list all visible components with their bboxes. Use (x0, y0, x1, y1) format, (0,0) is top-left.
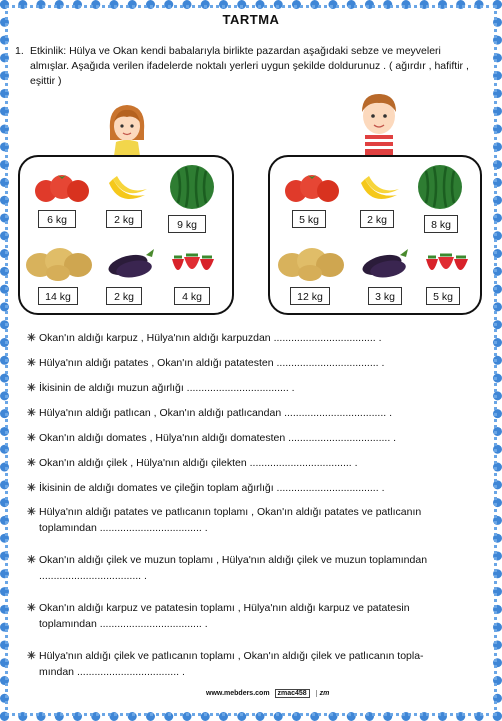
hulya-potato-weight: 14 kg (38, 287, 78, 305)
okan-potato-weight: 12 kg (290, 287, 330, 305)
potato-icon (276, 239, 346, 283)
statement-7: ✳ İkisinin de aldığı domates ve çileğin toplam ağırlığı ................................... . (27, 482, 385, 494)
okan-products-box (268, 155, 482, 315)
footer-site: www.mebders.com (206, 690, 270, 697)
okan-eggplant-weight: 3 kg (368, 287, 402, 305)
footer (206, 689, 329, 698)
statement-11: ✳ Hülya'nın aldığı çilek ve patlıcanın toplamı , Okan'ın aldığı çilek ve patlıcanın topla- mından ................................... . (27, 650, 424, 678)
star-icon: ✳ (27, 482, 36, 494)
eggplant-icon (360, 243, 410, 279)
page-title: TARTMA (222, 12, 280, 27)
star-icon: ✳ (27, 457, 36, 469)
star-icon: ✳ (27, 602, 36, 614)
tomato-icon (282, 169, 342, 205)
banana-icon (105, 173, 149, 207)
hulya-watermelon-weight: 9 kg (168, 215, 206, 233)
star-icon: ✳ (27, 554, 36, 566)
okan-strawberry-weight: 5 kg (426, 287, 460, 305)
question-text (15, 44, 480, 89)
girl-illustration (104, 100, 150, 156)
statement-9: ✳ Okan'ın aldığı çilek ve muzun toplamı , Hülya'nın aldığı çilek ve muzun toplamından ................................... . (27, 554, 428, 582)
eggplant-icon (106, 243, 156, 279)
statement-1: ✳ Okan'ın aldığı karpuz , Hülya'nın aldığı karpuzdan ................................... . (27, 332, 382, 344)
hulya-tomato-weight: 6 kg (38, 210, 76, 228)
banana-icon (357, 173, 401, 207)
tomato-icon (32, 169, 92, 205)
star-icon: ✳ (27, 332, 36, 344)
hulya-products-box (18, 155, 234, 315)
statement-3: ✳ İkisinin de aldığı muzun ağırlığı ................................... . (27, 382, 295, 394)
statement-5: ✳ Okan'ın aldığı domates , Hülya'nın aldığı domatesten ................................... . (27, 432, 397, 444)
star-icon: ✳ (27, 382, 36, 394)
star-icon: ✳ (27, 506, 36, 518)
statement-2: ✳ Hülya'nın aldığı patates , Okan'ın aldığı patatesten ................................... . (27, 357, 385, 369)
hulya-strawberry-weight: 4 kg (174, 287, 210, 305)
potato-icon (24, 239, 94, 283)
strawberry-icon (420, 247, 474, 281)
statement-8: ✳ Hülya'nın aldığı patates ve patlıcanın toplamı , Okan'ın aldığı patates ve patlıcanın toplamından ................................... . (27, 506, 422, 534)
star-icon: ✳ (27, 357, 36, 369)
footer-signature: zm (316, 690, 330, 697)
okan-banana-weight: 2 kg (360, 210, 394, 228)
watermelon-icon (168, 163, 216, 211)
question-body: Etkinlik: Hülya ve Okan kendi babalarıyla birlikte pazardan aşağıdaki sebze ve meyveleri almışlar. Aşağıda verilen ifadelerde noktalı yerleri uygun şekilde doldurunuz . ( ağırdır , hafiftir , eşittir ) (30, 45, 469, 87)
strawberry-icon (166, 247, 220, 281)
star-icon: ✳ (27, 432, 36, 444)
watermelon-icon (416, 163, 464, 211)
hulya-banana-weight: 2 kg (106, 210, 142, 228)
question-number: 1. (15, 45, 24, 57)
okan-watermelon-weight: 8 kg (424, 215, 458, 233)
hulya-eggplant-weight: 2 kg (106, 287, 142, 305)
star-icon: ✳ (27, 650, 36, 662)
statement-10: ✳ Okan'ın aldığı karpuz ve patatesin toplamı , Hülya'nın aldığı karpuz ve patatesin toplamından ................................... . (27, 602, 410, 630)
footer-badge: zmac458 (275, 689, 310, 698)
star-icon: ✳ (27, 407, 36, 419)
statement-6: ✳ Okan'ın aldığı çilek , Hülya'nın aldığı çilekten ................................... . (27, 457, 358, 469)
statement-4: ✳ Hülya'nın aldığı patlıcan , Okan'ın aldığı patlıcandan ................................... . (27, 407, 393, 419)
okan-tomato-weight: 5 kg (292, 210, 326, 228)
boy-illustration (354, 90, 404, 156)
